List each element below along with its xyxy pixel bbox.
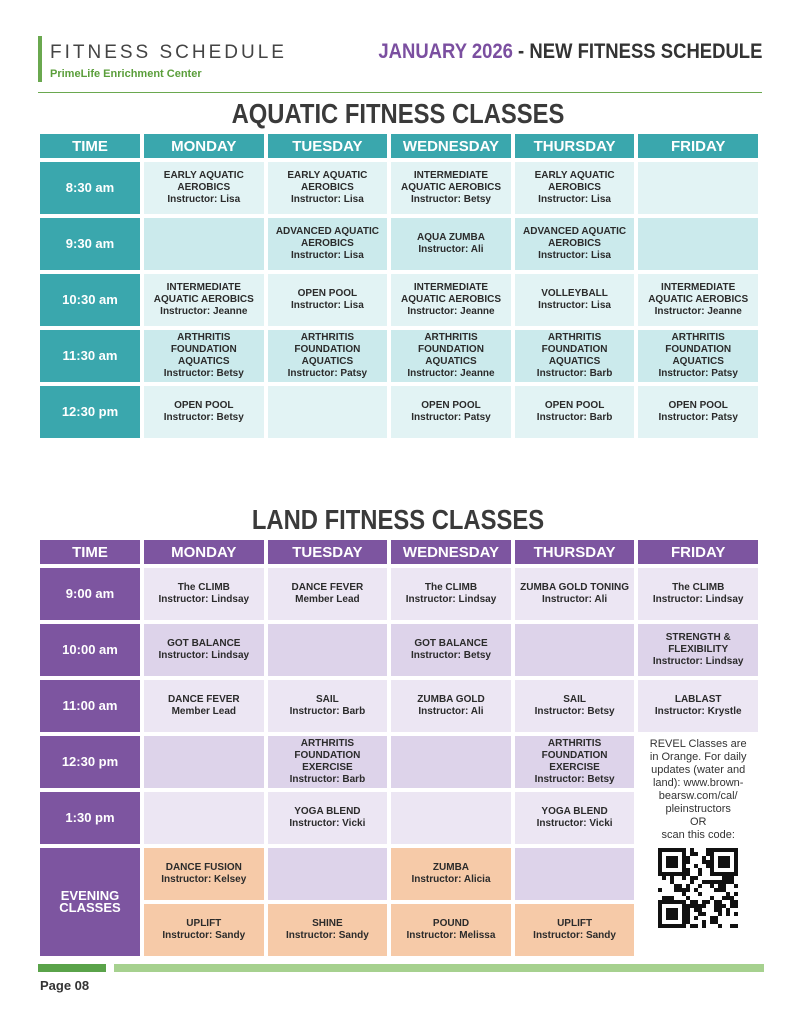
footer-bar-long (114, 964, 764, 972)
note-line: in Orange. For daily (649, 751, 747, 763)
class-name: INTERMEDIATE AQUATIC AEROBICS (400, 170, 501, 193)
class-instructor: Instructor: Jeanne (407, 368, 495, 379)
class-instructor: Member Lead (171, 706, 237, 717)
class-name: ARTHRITIS FOUNDATION AQUATICS (294, 332, 361, 367)
class-instructor: Instructor: Betsy (163, 412, 244, 423)
class-cell (391, 386, 511, 438)
class-instructor: Instructor: Krystle (654, 706, 742, 717)
class-name: DANCE FEVER (291, 582, 364, 593)
note-line: OR (689, 816, 707, 828)
class-name: ARTHRITIS FOUNDATION AQUATICS (418, 332, 484, 367)
class-name: OPEN POOL (297, 288, 358, 299)
schedule-heading (378, 40, 762, 64)
class-instructor: Instructor: Betsy (534, 706, 615, 717)
table-row (40, 736, 758, 788)
class-instructor: Instructor: Ali (418, 244, 484, 255)
class-instructor: Instructor: Melissa (406, 930, 496, 941)
class-instructor: Instructor: Betsy (163, 368, 244, 379)
time-slot: 11:30 am (40, 330, 140, 382)
time-slot: 10:00 am (40, 624, 140, 676)
class-instructor: Instructor: Patsy (287, 368, 368, 379)
class-name: EARLY AQUATIC AEROBICS (287, 170, 368, 193)
class-instructor: Instructor: Betsy (410, 194, 491, 205)
class-cell (144, 680, 264, 732)
class-cell (391, 680, 511, 732)
class-name: GOT BALANCE (414, 638, 488, 649)
class-cell (144, 568, 264, 620)
class-instructor: Instructor: Lindsay (405, 594, 497, 605)
class-instructor: Instructor: Vicki (289, 818, 366, 829)
time-slot: 1:30 pm (40, 792, 140, 844)
header-thursday: THURSDAY (515, 134, 635, 158)
class-instructor: Instructor: Patsy (658, 412, 738, 423)
class-instructor: Instructor: Jeanne (654, 306, 742, 317)
class-instructor: Instructor: Sandy (162, 930, 246, 941)
class-cell (268, 736, 388, 788)
class-instructor: Instructor: Betsy (534, 774, 615, 785)
page-title: FITNESS SCHEDULE (50, 42, 287, 63)
note-line: land): www.brown- (652, 777, 744, 789)
class-name: ZUMBA (432, 862, 470, 873)
class-instructor: Instructor: Betsy (410, 650, 491, 661)
class-cell (638, 680, 758, 732)
class-name: LABLAST (674, 694, 722, 705)
class-name: ADVANCED AQUATIC AEROBICS (523, 226, 627, 249)
class-cell (515, 274, 635, 326)
class-instructor: Instructor: Lindsay (158, 594, 250, 605)
time-slot: 9:00 am (40, 568, 140, 620)
class-cell (391, 792, 511, 844)
time-slot: 11:00 am (40, 680, 140, 732)
table-row (40, 624, 758, 676)
aquatic-schedule-table (36, 130, 762, 442)
class-name: DANCE FEVER (167, 694, 240, 705)
class-cell (515, 386, 635, 438)
class-name: UPLIFT (186, 918, 222, 929)
class-cell (268, 792, 388, 844)
land-header-row (40, 540, 758, 564)
class-instructor: Instructor: Lisa (290, 250, 364, 261)
class-cell (144, 330, 264, 382)
class-instructor: Instructor: Kelsey (161, 874, 247, 885)
class-instructor: Instructor: Barb (536, 368, 613, 379)
class-instructor: Instructor: Ali (541, 594, 608, 605)
class-name: The CLIMB (672, 582, 725, 593)
class-name: YOGA BLEND (541, 806, 608, 817)
header-time: TIME (40, 134, 140, 158)
qr-code-icon[interactable] (658, 848, 738, 928)
header-wednesday: WEDNESDAY (391, 540, 511, 564)
class-cell (391, 330, 511, 382)
evening-class-cell (268, 904, 388, 956)
revel-note (638, 736, 758, 956)
note-line: scan this code: (661, 829, 735, 841)
class-instructor: Instructor: Alicia (411, 874, 491, 885)
evening-class-cell (515, 904, 635, 956)
class-cell (268, 680, 388, 732)
evening-class-cell (391, 904, 511, 956)
class-instructor: Instructor: Lindsay (652, 656, 744, 667)
class-cell (515, 624, 635, 676)
class-instructor: Instructor: Lisa (538, 300, 611, 311)
header-friday: FRIDAY (638, 540, 758, 564)
class-cell (268, 274, 388, 326)
class-name: INTERMEDIATE AQUATIC AEROBICS (400, 282, 501, 305)
class-instructor: Instructor: Lisa (290, 300, 364, 311)
time-slot: 10:30 am (40, 274, 140, 326)
class-cell (638, 330, 758, 382)
class-name: ARTHRITIS FOUNDATION EXERCISE (541, 738, 608, 773)
class-name: OPEN POOL (174, 400, 234, 411)
class-cell (638, 274, 758, 326)
evening-class-cell (515, 848, 635, 900)
class-name: ZUMBA GOLD (417, 694, 485, 705)
class-instructor: Instructor: Lisa (290, 194, 364, 205)
class-name: The CLIMB (424, 582, 478, 593)
class-cell (638, 386, 758, 438)
class-instructor: Instructor: Barb (289, 774, 366, 785)
table-row (40, 568, 758, 620)
class-cell (144, 218, 264, 270)
class-name: ARTHRITIS FOUNDATION AQUATICS (170, 332, 237, 367)
class-cell (144, 736, 264, 788)
class-instructor: Instructor: Jeanne (160, 306, 248, 317)
class-cell (638, 218, 758, 270)
evening-label: EVENING CLASSES (40, 848, 140, 956)
header-monday: MONDAY (144, 134, 264, 158)
page-subtitle: PrimeLife Enrichment Center (50, 68, 202, 80)
class-name: SHINE (312, 918, 343, 929)
table-row (40, 680, 758, 732)
class-cell (391, 218, 511, 270)
class-name: EARLY AQUATIC AEROBICS (534, 170, 615, 193)
aquatic-header-row (40, 134, 758, 158)
class-name: ADVANCED AQUATIC AEROBICS (275, 226, 379, 249)
class-cell (638, 568, 758, 620)
class-cell (144, 274, 264, 326)
table-row (40, 218, 758, 270)
page-number: Page 08 (40, 978, 90, 993)
header-accent-bar (38, 36, 42, 82)
class-name: INTERMEDIATE AQUATIC AEROBICS (153, 282, 254, 305)
table-row (40, 330, 758, 382)
note-line: REVEL Classes are (649, 738, 747, 750)
class-name: The CLIMB (177, 582, 230, 593)
header-tuesday: TUESDAY (268, 540, 388, 564)
class-cell (391, 274, 511, 326)
header-tuesday: TUESDAY (268, 134, 388, 158)
note-line: bearsw.com/cal/ (658, 790, 738, 802)
table-row (40, 274, 758, 326)
class-instructor: Instructor: Sandy (285, 930, 369, 941)
class-name: ZUMBA GOLD TONING (520, 582, 630, 593)
class-cell (144, 792, 264, 844)
class-cell (268, 568, 388, 620)
land-section-title: LAND FITNESS CLASSES (251, 504, 545, 535)
class-name: SAIL (316, 694, 339, 705)
class-instructor: Instructor: Jeanne (407, 306, 495, 317)
header-thursday: THURSDAY (515, 540, 635, 564)
class-instructor: Instructor: Barb (289, 706, 366, 717)
class-cell (268, 386, 388, 438)
class-cell (638, 162, 758, 214)
evening-class-cell (391, 848, 511, 900)
class-name: POUND (432, 918, 470, 929)
class-instructor: Instructor: Patsy (411, 412, 491, 423)
class-instructor: Member Lead (295, 594, 360, 605)
header-divider (38, 92, 762, 93)
class-cell (268, 162, 388, 214)
evening-class-cell (268, 848, 388, 900)
class-cell (268, 218, 388, 270)
class-cell (144, 386, 264, 438)
class-instructor: Instructor: Lindsay (158, 650, 250, 661)
class-cell (515, 792, 635, 844)
class-cell (144, 162, 264, 214)
class-name: OPEN POOL (421, 400, 481, 411)
class-cell (515, 162, 635, 214)
class-cell (268, 330, 388, 382)
table-row (40, 386, 758, 438)
class-instructor: Instructor: Patsy (658, 368, 738, 379)
class-instructor: Instructor: Ali (418, 706, 484, 717)
class-cell (515, 736, 635, 788)
time-slot: 9:30 am (40, 218, 140, 270)
class-cell (515, 330, 635, 382)
time-slot: 8:30 am (40, 162, 140, 214)
class-name: YOGA BLEND (294, 806, 361, 817)
class-instructor: Instructor: Lindsay (652, 594, 744, 605)
class-name: ARTHRITIS FOUNDATION AQUATICS (665, 332, 732, 367)
footer-bar-short (38, 964, 106, 972)
class-cell (391, 624, 511, 676)
class-name: GOT BALANCE (167, 638, 241, 649)
class-name: ARTHRITIS FOUNDATION EXERCISE (294, 738, 361, 773)
class-name: INTERMEDIATE AQUATIC AEROBICS (648, 282, 749, 305)
class-name: VOLLEYBALL (541, 288, 608, 299)
class-cell (391, 736, 511, 788)
class-cell (144, 624, 264, 676)
class-name: UPLIFT (557, 918, 593, 929)
evening-class-cell (144, 904, 264, 956)
table-row (40, 162, 758, 214)
header-monday: MONDAY (144, 540, 264, 564)
class-cell (515, 568, 635, 620)
note-line: updates (water and (651, 764, 746, 776)
schedule-heading-rest: - NEW FITNESS SCHEDULE (512, 40, 762, 63)
class-instructor: Instructor: Sandy (533, 930, 616, 941)
class-name: ARTHRITIS FOUNDATION AQUATICS (541, 332, 608, 367)
class-name: DANCE FUSION (165, 862, 242, 873)
header-wednesday: WEDNESDAY (391, 134, 511, 158)
class-instructor: Instructor: Vicki (536, 818, 613, 829)
header-friday: FRIDAY (638, 134, 758, 158)
class-name: OPEN POOL (668, 400, 728, 411)
class-instructor: Instructor: Lisa (538, 194, 611, 205)
class-instructor: Instructor: Lisa (167, 194, 241, 205)
schedule-month: JANUARY 2026 (377, 40, 513, 63)
class-cell (515, 680, 635, 732)
land-schedule-table (36, 536, 762, 960)
class-instructor: Instructor: Lisa (538, 250, 611, 261)
class-instructor: Instructor: Barb (536, 412, 613, 423)
time-slot: 12:30 pm (40, 736, 140, 788)
class-name: AQUA ZUMBA (417, 232, 485, 243)
class-cell (391, 162, 511, 214)
class-cell (638, 624, 758, 676)
class-name: EARLY AQUATIC AEROBICS (163, 170, 244, 193)
class-cell (515, 218, 635, 270)
evening-class-cell (144, 848, 264, 900)
time-slot: 12:30 pm (40, 386, 140, 438)
note-line: pleinstructors (665, 803, 731, 815)
header-time: TIME (40, 540, 140, 564)
class-cell (268, 624, 388, 676)
class-name: SAIL (563, 694, 586, 705)
class-name: OPEN POOL (544, 400, 605, 411)
aquatic-section-title: AQUATIC FITNESS CLASSES (231, 98, 565, 129)
class-cell (391, 568, 511, 620)
class-name: STRENGTH & FLEXIBILITY (665, 632, 731, 655)
